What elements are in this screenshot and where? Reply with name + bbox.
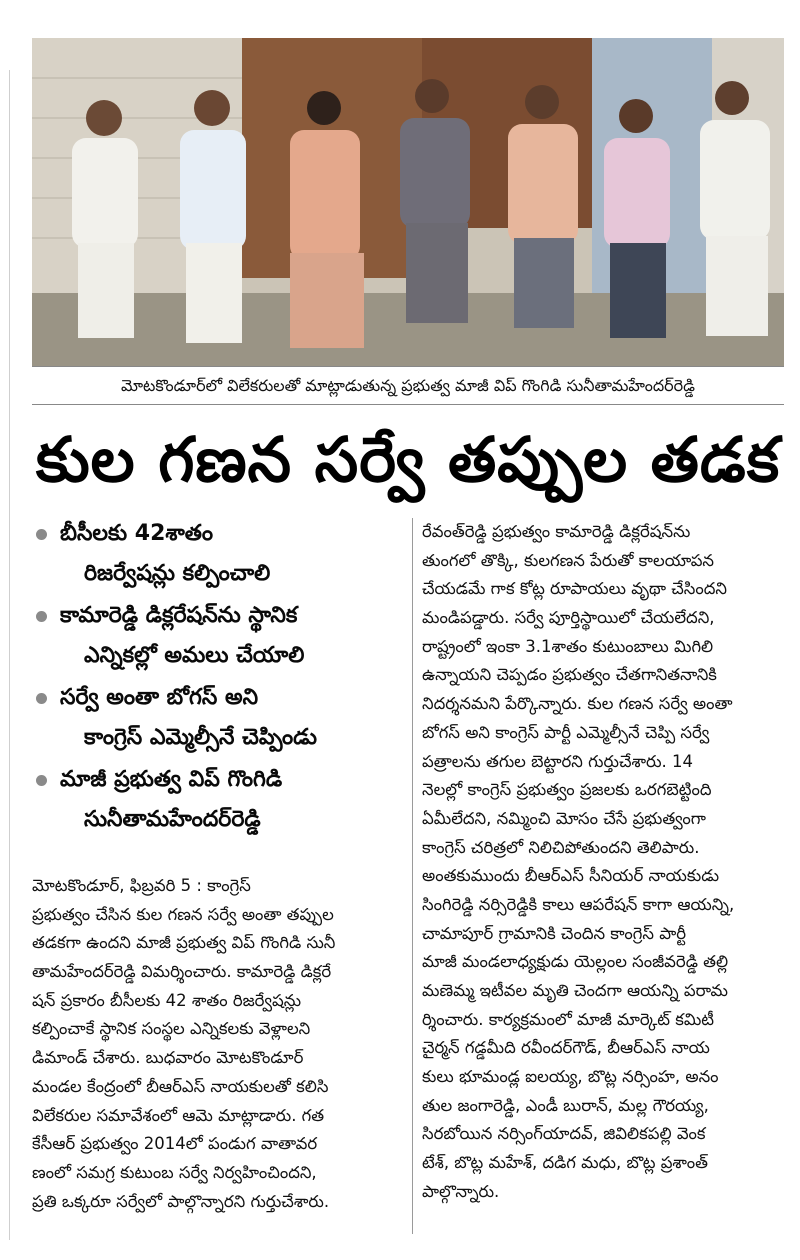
article-line: విలేకరుల సమావేశంలో ఆమె మాట్లాడారు. గత — [32, 1105, 325, 1125]
article-line: రేవంత్‌రెడ్డి ప్రభుత్వం కామారెడ్డి డిక్లరేషన్‌ను — [422, 522, 691, 541]
article-body-left — [32, 872, 404, 1216]
bullet-dot-icon — [36, 611, 47, 622]
bullet-item — [32, 514, 404, 596]
column-divider — [412, 518, 413, 1234]
headline: కుల గణన సర్వే తప్పుల తడక — [35, 423, 781, 496]
bullet-line: రిజర్వేషన్లు కల్పించాలి — [84, 561, 271, 586]
bullet-line: సునీతామహేందర్‌రెడ్డి — [84, 807, 261, 832]
article-line: ఉన్నాయని చెప్పడం ప్రభుత్వం చేతగానితనానికి — [422, 665, 717, 685]
article-line: నెలల్లో కాంగ్రెస్ ప్రభుత్వం ప్రజలకు ఒరగబెట్టింది — [422, 780, 712, 800]
article-line: ర్శించారు. కార్యక్రమంలో మాజీ మార్కెట్ కమిటీ — [422, 1009, 715, 1029]
article-line: అంతకుముందు బీఆర్‌ఎస్ సీనియర్ నాయకుడు — [422, 866, 720, 886]
bullet-item — [32, 678, 404, 760]
bullet-dot-icon — [36, 693, 47, 704]
article-line: కల్పించాకే స్థానిక సంస్థల ఎన్నికలకు వెళ్లాలని — [32, 1019, 311, 1039]
article-line: మోటకొండూర్, ఫిబ్రవరి 5 : కాంగ్రెస్ — [32, 876, 251, 895]
article-line: పాల్గొన్నారు. — [422, 1181, 500, 1201]
bullet-dot-icon — [36, 775, 47, 786]
article-line: మాజీ మండలాధ్యక్షుడు యెల్లంల సంజీవరెడ్డి తల్లి — [422, 952, 729, 972]
article-line: తడకగా ఉందని మాజీ ప్రభుత్వ విప్ గొంగిడి సునీ — [32, 933, 336, 953]
bullet-item — [32, 596, 404, 678]
article-line: నిదర్శనమని పేర్కొన్నారు. కుల గణన సర్వే అంతా — [422, 694, 733, 714]
article-line: బోగస్ అని కాంగ్రెస్ పార్టీ ఎమ్మెల్సీనే చెప్పి సర్వే — [422, 722, 710, 742]
article-line: మండల కేంద్రంలో బీఆర్‌ఎస్ నాయకులతో కలిసి — [32, 1076, 329, 1096]
bullet-dot-icon — [36, 529, 47, 540]
article-line: కులు భూమండ్ల ఐలయ్య, బొట్ల నర్సింహ, అనం — [422, 1067, 719, 1087]
left-column — [32, 514, 404, 1211]
bullet-line: సర్వే అంతా బోగస్ అని — [60, 685, 259, 710]
bullet-item — [32, 760, 404, 842]
article-line: తుల జంగారెడ్డి, ఎండీ బురాన్, మల్ల గౌరయ్య, — [422, 1095, 709, 1115]
article-line: సింగిరెడ్డి నర్సిరెడ్డికి కాలు ఆపరేషన్ కాగా ఆయన్ని, — [422, 894, 735, 914]
caption-top-rule — [32, 366, 784, 367]
bullet-line: కామారెడ్డి డిక్లరేషన్‌ను స్థానిక — [60, 603, 298, 628]
article-line: సిరబోయిన నర్సింగ్‌యాదవ్, జివిలికపల్లి వెంక — [422, 1124, 706, 1144]
article-line: చామాపూర్ గ్రామానికి చెందిన కాంగ్రెస్ పార్టీ — [422, 923, 687, 943]
article-line: మండిపడ్డారు. సర్వే పూర్తిస్థాయిలో చేయలేదని, — [422, 608, 715, 628]
page-edge-rule — [9, 70, 10, 1240]
article-line: ప్రతి ఒక్కరూ సర్వేలో పాల్గొన్నారని గుర్తుచేశారు. — [32, 1191, 330, 1211]
article-line: కాంగ్రెస్ చరిత్రలో నిలిచిపోతుందని తెలిపారు. — [422, 837, 700, 857]
article-line: ఏమీలేదని, నమ్మించి మోసం చేసే ప్రభుత్వంగా — [422, 808, 706, 828]
article-line: డిమాండ్ చేశారు. బుధవారం మోటకొండూర్ — [32, 1048, 304, 1068]
bullet-line: కాంగ్రెస్ ఎమ్మెల్సీనే చెప్పిండు — [84, 725, 318, 750]
article-line: మణెమ్మ ఇటీవల మృతి చెందగా ఆయన్ని పరామ — [422, 981, 728, 1000]
article-line: ణంలో సమగ్ర కుటుంబ సర్వే నిర్వహించిందని, — [32, 1162, 317, 1182]
article-line: తుంగలో తొక్కి, కులగణన పేరుతో కాలయాపన — [422, 550, 715, 570]
news-photo — [32, 38, 784, 366]
article-line: కేసీఆర్ ప్రభుత్వం 2014లో పండుగ వాతావర — [32, 1134, 318, 1154]
article-line: రాష్ట్రంలో ఇంకా 3.1శాతం కుటుంబాలు మిగిలి — [422, 636, 714, 656]
bullet-line: ఎన్నికల్లో అమలు చేయాలి — [84, 643, 305, 668]
bullet-line: మాజీ ప్రభుత్వ విప్ గొంగిడి — [60, 767, 283, 792]
article-line: చైర్మన్ గడ్డమీది రవీందర్‌గౌడ్, బీఆర్‌ఎస్ నాయ — [422, 1038, 710, 1058]
article-body-right — [422, 518, 784, 1207]
article-line: టేశ్, బొట్ల మహేశ్, దడిగ మధు, బొట్ల ప్రశాంత్ — [422, 1153, 709, 1173]
article-line: పత్రాలను తగుల బెట్టారని గుర్తుచేశారు. 14 — [422, 751, 694, 771]
photo-caption: మోటకొండూర్‌లో విలేకరులతో మాట్లాడుతున్న ప్రభుత్వ మాజీ విప్ గొంగిడి సునీతామహేందర్‌రెడ్డి — [120, 376, 695, 395]
article-line: ప్రభుత్వం చేసిన కుల గణన సర్వే అంతా తప్పుల — [32, 904, 334, 924]
article-line: తామహేందర్‌రెడ్డి విమర్శించారు. కామారెడ్డి డిక్లరే — [32, 962, 332, 982]
highlight-bullets — [32, 514, 404, 842]
news-photo-illustration — [32, 38, 784, 366]
article-line: షన్ ప్రకారం బీసీలకు 42 శాతం రిజర్వేషన్లు — [32, 990, 302, 1010]
article-line: చేయడమే గాక కోట్ల రూపాయలు వృథా చేసిందని — [422, 579, 727, 599]
bullet-line: బీసీలకు 42శాతం — [60, 521, 214, 546]
caption-bottom-rule — [32, 404, 784, 405]
